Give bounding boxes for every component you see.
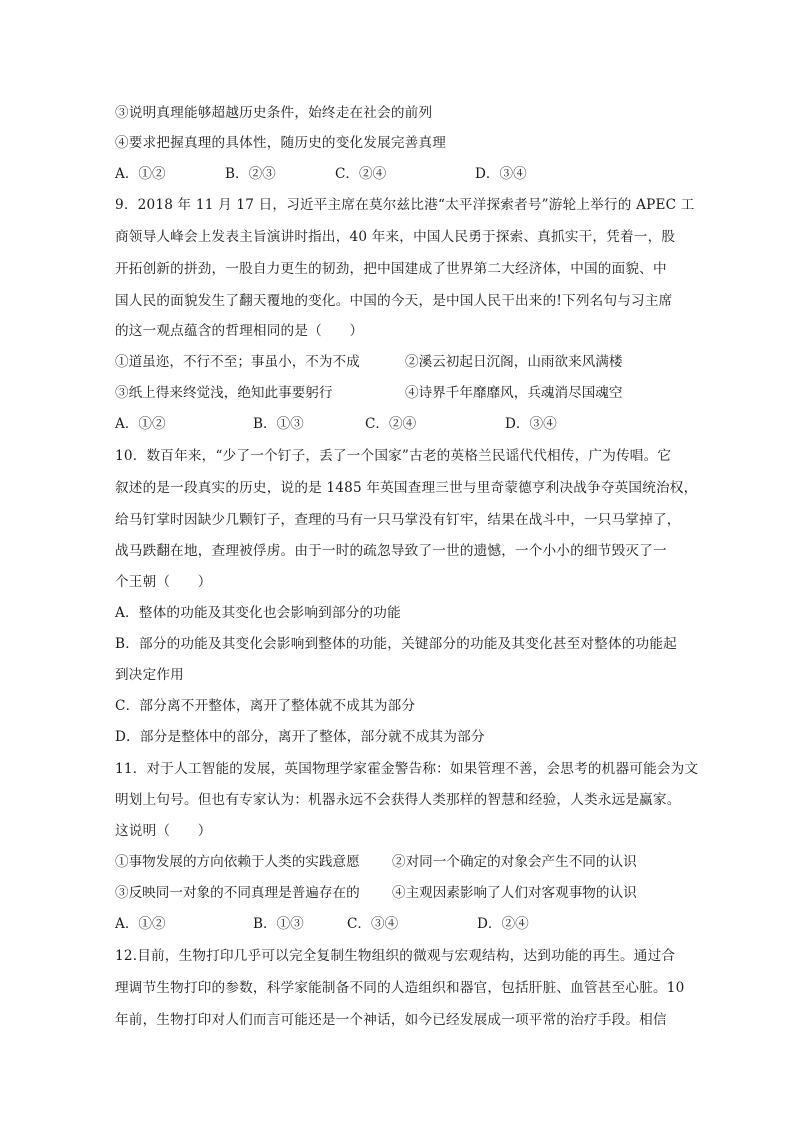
q11-stem-line: 11．对于人工智能的发展，英国物理学家霍金警告称：如果管理不善，会思考的机器可能会为文 xyxy=(115,761,699,777)
q8-option-d: D．③④ xyxy=(475,166,527,182)
q11-statement-1: ①事物发展的方向依赖于人类的实践意愿 xyxy=(115,854,360,870)
q9-statement-1: ①道虽迩，不行不至；事虽小，不为不成 xyxy=(115,354,360,370)
q9-stem-line: 开拓创新的拼劲，一股自力更生的韧劲，把中国建成了世界第二大经济体，中国的面貌、中 xyxy=(115,261,667,277)
q8-option-b: B．②③ xyxy=(225,166,276,182)
q12-stem-line: 年前，生物打印对人们而言可能还是一个神话，如今已经发展成一项平常的治疗手段。相信 xyxy=(115,1012,667,1028)
q9-stem-line: 的这一观点蕴含的哲理相同的是（ ） xyxy=(115,323,364,339)
q9-statement-2: ②溪云初起日沉阁，山雨欲来风满楼 xyxy=(405,354,623,370)
q10-option-c: C．部分离不开整体，离开了整体就不成其为部分 xyxy=(115,698,416,714)
q10-stem-line: 给马钉掌时因缺少几颗钉子，查理的马有一只马掌没有钉牢，结果在战斗中，一只马掌掉了， xyxy=(115,512,681,528)
q9-statement-3: ③纸上得来终觉浅，绝知此事要躬行 xyxy=(115,385,333,401)
q10-stem-line: 10．数百年来，“少了一个钉子，丢了一个国家”古老的英格兰民谣代代相传，广为传唱。它 xyxy=(115,448,672,464)
q9-option-a: A．①② xyxy=(115,416,166,432)
q11-statement-4: ④主观因素影响了人们对客观事物的认识 xyxy=(392,885,637,901)
q12-stem-line: 理调节生物打印的参数，科学家能制备不同的人造组织和器官，包括肝脏、血管甚至心脏。10 xyxy=(115,980,685,996)
q12-stem-line: 12.目前，生物打印几乎可以完全复制生物组织的微观与宏观结构，达到功能的再生。通过合 xyxy=(115,948,676,964)
q10-stem-line: 个王朝（ ） xyxy=(115,574,212,590)
q10-option-b: B．部分的功能及其变化会影响到整体的功能，关键部分的功能及其变化甚至对整体的功能起 xyxy=(115,636,677,652)
q10-stem-line: 战马跌翻在地，查理被俘虏。由于一时的疏忽导致了一世的遗憾，一个小小的细节毁灭了一 xyxy=(115,543,667,559)
q9-stem-line: 9．2018 年 11 月 17 日，习近平主席在莫尔兹比港“太平洋探索者号”游轮上举行的 APEC 工 xyxy=(115,197,695,213)
q9-stem-line: 商领导人峰会上发表主旨演讲时指出，40 年来，中国人民勇于探索、真抓实干，凭着一，股 xyxy=(115,229,676,245)
q9-statement-4: ④诗界千年靡靡风，兵魂消尽国魂空 xyxy=(405,385,623,401)
q11-statement-2: ②对同一个确定的对象会产生不同的认识 xyxy=(392,854,637,870)
q11-option-a: A．①② xyxy=(115,916,166,932)
q9-option-b: B．①③ xyxy=(253,416,304,432)
q11-stem-line: 这说明（ ） xyxy=(115,823,212,839)
q10-option-a: A．整体的功能及其变化也会影响到部分的功能 xyxy=(115,605,401,621)
q10-option-b-cont: 到决定作用 xyxy=(115,667,184,683)
q8-option-c: C．②④ xyxy=(335,166,387,182)
q11-stem-line: 明划上句号。但也有专家认为：机器永远不会获得人类那样的智慧和经验，人类永远是赢家。 xyxy=(115,792,681,808)
q9-option-c: C．②④ xyxy=(365,416,417,432)
q11-statement-3: ③反映同一对象的不同真理是普遍存在的 xyxy=(115,885,360,901)
q8-option-a: A．①② xyxy=(115,166,166,182)
q11-option-b: B．①③ xyxy=(253,916,304,932)
q8-statement-4: ④要求把握真理的具体性，随历史的变化发展完善真理 xyxy=(115,135,447,151)
q9-stem-line: 国人民的面貌发生了翻天覆地的变化。中国的今天，是中国人民干出来的!下列名句与习主席 xyxy=(115,293,673,309)
q10-option-d: D．部分是整体中的部分，离开了整体，部分就不成其为部分 xyxy=(115,729,485,745)
q11-option-c: C．③④ xyxy=(347,916,399,932)
q11-option-d: D．②④ xyxy=(477,916,529,932)
q9-option-d: D．③④ xyxy=(505,416,557,432)
q10-stem-line: 叙述的是一段真实的历史，说的是 1485 年英国查理三世与里奇蒙德亨利决战争夺英国统治权， xyxy=(115,480,698,496)
q8-statement-3: ③说明真理能够超越历史条件，始终走在社会的前列 xyxy=(115,105,433,121)
